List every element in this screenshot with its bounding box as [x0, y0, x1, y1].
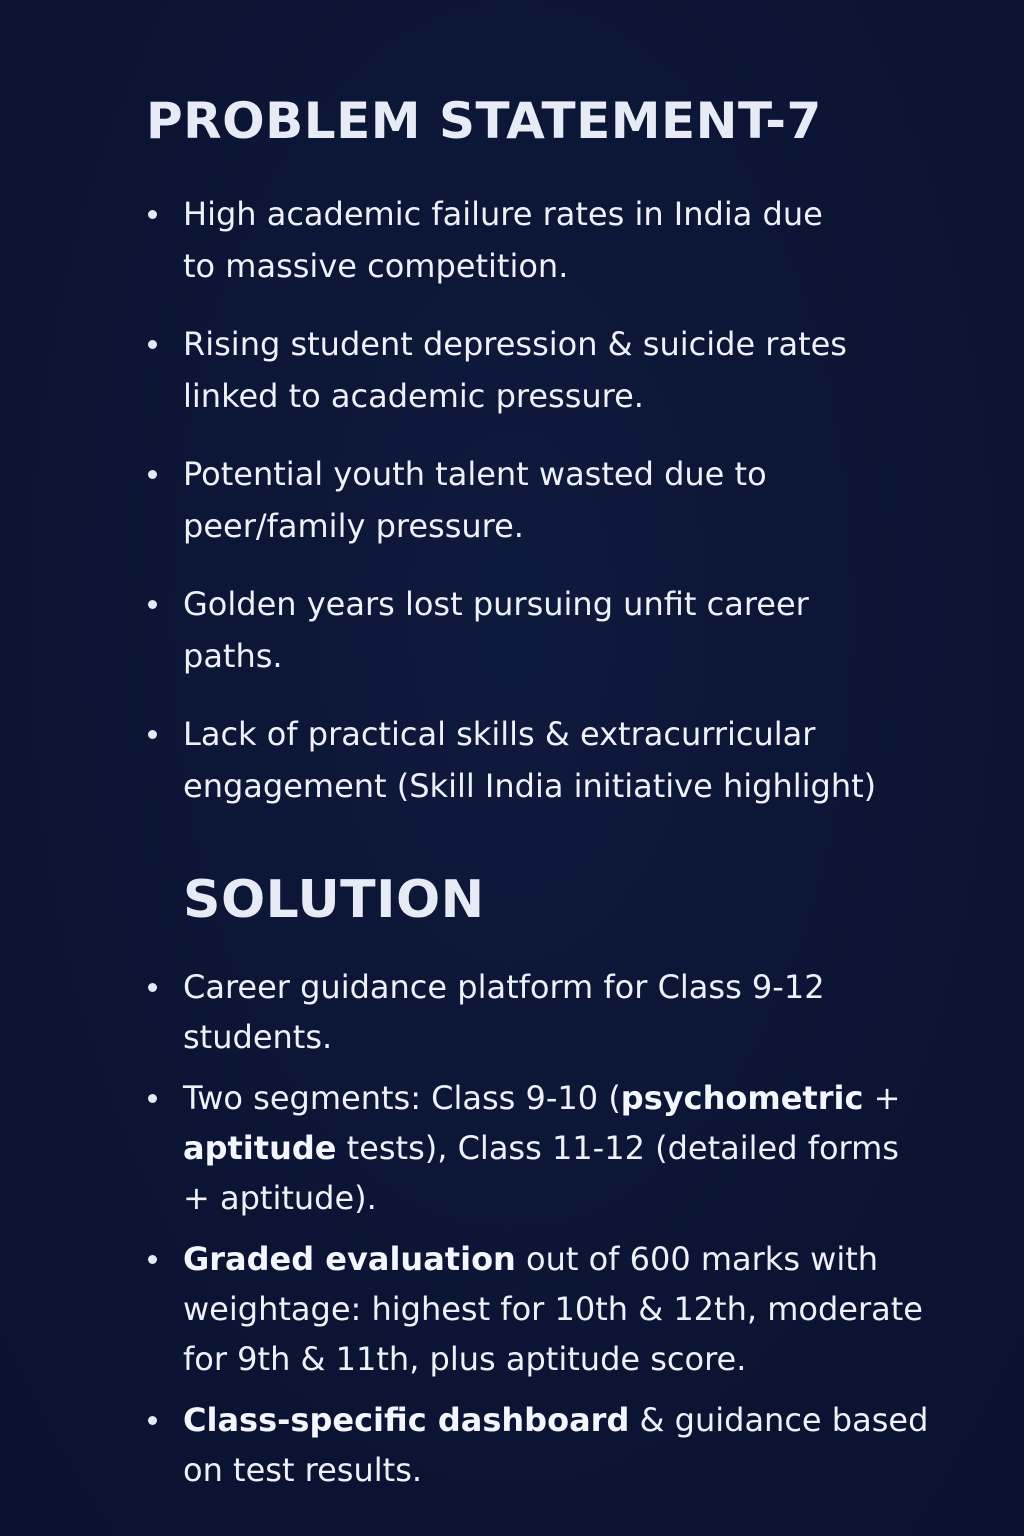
bullet-icon — [148, 210, 157, 219]
item-line: Career guidance platform for Class 9-12 — [183, 968, 825, 1006]
item-line: Golden years lost pursuing unfit career — [183, 585, 809, 623]
solution-title: SOLUTION — [183, 870, 485, 930]
item-text: Two segments: Class 9-10 ( — [183, 1079, 621, 1117]
item-line: paths. — [183, 637, 283, 675]
item-line: on test results. — [183, 1451, 423, 1489]
item-line: students. — [183, 1018, 333, 1056]
list-item — [146, 1234, 943, 1384]
bullet-icon — [148, 983, 157, 992]
item-line: Lack of practical skills & extracurricular — [183, 715, 816, 753]
item-line: peer/family pressure. — [183, 507, 524, 545]
bullet-icon — [148, 340, 157, 349]
item-line: engagement (Skill India initiative highlight) — [183, 767, 877, 805]
list-item — [146, 1395, 943, 1495]
item-text: & guidance based — [629, 1401, 929, 1439]
item-bold-text: Class-specific dashboard — [183, 1401, 630, 1439]
item-line: Rising student depression & suicide rates — [183, 325, 847, 363]
item-bold-text: aptitude — [183, 1129, 337, 1167]
problem-title: PROBLEM STATEMENT-7 — [146, 92, 822, 150]
solution-list — [146, 962, 943, 1506]
item-text: out of 600 marks with — [515, 1240, 879, 1278]
list-item — [146, 188, 923, 292]
item-line: for 9th & 11th, plus aptitude score. — [183, 1340, 747, 1378]
item-bold-text: psychometric — [620, 1079, 864, 1117]
bullet-icon — [148, 1255, 157, 1264]
item-line: to massive competition. — [183, 247, 569, 285]
bullet-icon — [148, 730, 157, 739]
list-item — [146, 318, 923, 422]
list-item — [146, 962, 923, 1062]
item-line: High academic failure rates in India due — [183, 195, 823, 233]
bullet-icon — [148, 1416, 157, 1425]
bullet-icon — [148, 1094, 157, 1103]
item-text: + — [863, 1079, 901, 1117]
item-line: + aptitude). — [183, 1179, 377, 1217]
bullet-icon — [148, 600, 157, 609]
item-line: linked to academic pressure. — [183, 377, 644, 415]
item-bold-text: Graded evaluation — [183, 1240, 516, 1278]
list-item — [146, 448, 923, 552]
item-line: weightage: highest for 10th & 12th, moderate — [183, 1290, 923, 1328]
bullet-icon — [148, 470, 157, 479]
item-line: Potential youth talent wasted due to — [183, 455, 767, 493]
list-item — [146, 578, 923, 682]
list-item — [146, 708, 923, 812]
problem-list — [146, 188, 923, 838]
list-item — [146, 1073, 923, 1223]
item-text: tests), Class 11-12 (detailed forms — [336, 1129, 899, 1167]
